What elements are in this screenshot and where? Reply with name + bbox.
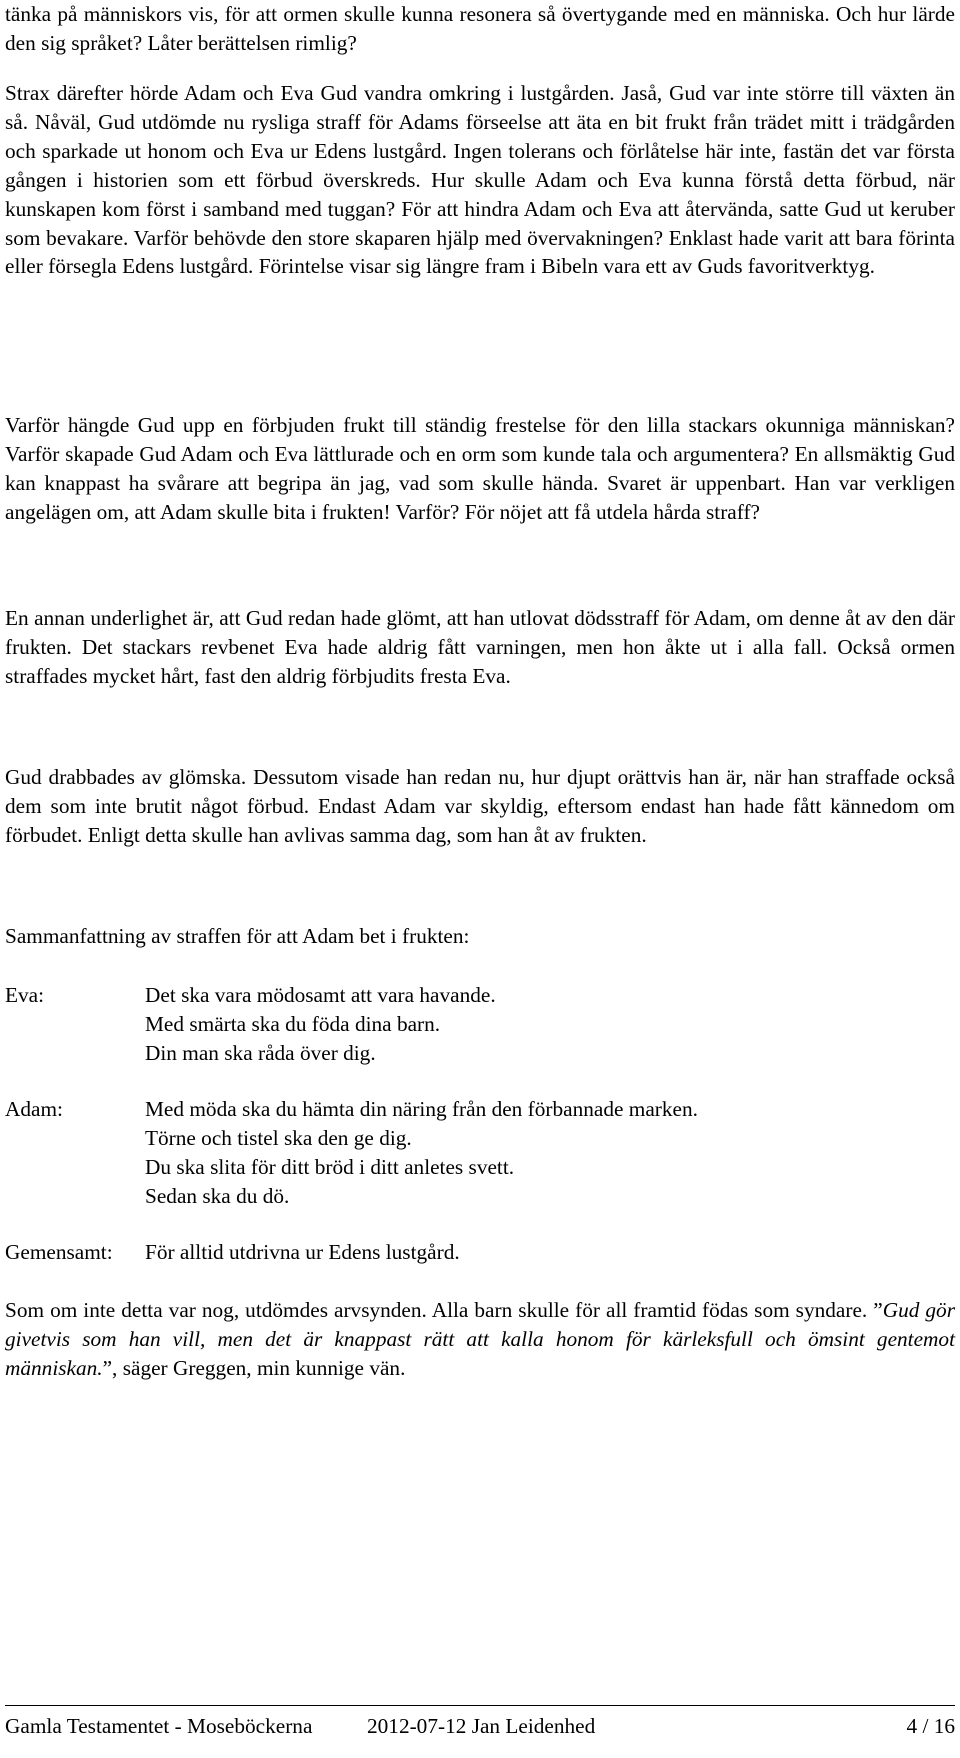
paragraph-2: Strax därefter hörde Adam och Eva Gud vandra omkring i lustgården. Jaså, Gud var inte större till växten än så. Nåväl, Gud utdömde nu rysliga straff för Adams förseelse att äta en bit frukt från trädet mitt i trädgården och sparkade ut honom och Eva ur Edens lustgård. Ingen tolerans och förlåtelse här inte, fastän det var första gången i historien som ett förbud överskreds. Hur skulle Adam och Eva kunna förstå detta förbud, när kunskapen kom först i samband med tuggan? För att hindra Adam och Eva att återvända, satte Gud ut keruber som bevakare. Varför behövde den store skaparen hjälp med övervakningen? Enklast hade varit att bara förinta eller försegla Edens lustgård. Förintelse visar sig längre fram i Bibeln vara ett av Guds favoritverktyg. [5, 81, 955, 279]
closing-quote: Gud gör givetvis som han vill, men det är knappast rätt att kalla honom för kärleksfull och ömsint gentemot människan. [5, 1298, 955, 1380]
summary-adam [5, 1095, 955, 1211]
summary-heading: Sammanfattning av straffen för att Adam bet i frukten: [5, 924, 470, 948]
summary-label-adam: Adam: [5, 1097, 63, 1121]
summary-gemensamt [5, 1238, 955, 1267]
paragraph-1: tänka på människors vis, för att ormen skulle kunna resonera så övertygande med en människa. Och hur lärde den sig språket? Låter berättelsen rimlig? [5, 2, 955, 55]
summary-line: Din man ska råda över dig. [145, 1040, 376, 1065]
footer-page-number: 4 / 16 [906, 1714, 955, 1738]
closing-text-after: ”, säger Greggen, min kunnige vän. [102, 1355, 406, 1380]
summary-line: Du ska slita för ditt bröd i ditt anletes svett. [145, 1154, 515, 1179]
paragraph-4: En annan underlighet är, att Gud redan hade glömt, att han utlovat dödsstraff för Adam, om denne åt av den där frukten. Det stackars revbenet Eva hade aldrig fått varningen, men hon åkte ut i alla fall. Också ormen straffades mycket hårt, fast den aldrig förbjudits fresta Eva. [5, 606, 955, 688]
summary-label-eva: Eva: [5, 983, 45, 1007]
summary-line: Med möda ska du hämta din näring från den förbannade marken. [145, 1097, 698, 1121]
footer-date-author: 2012-07-12 Jan Leidenhed [367, 1714, 596, 1738]
summary-label-gemensamt: Gemensamt: [5, 1240, 113, 1264]
summary-line: För alltid utdrivna ur Edens lustgård. [145, 1240, 460, 1264]
closing-text-before: Som om inte detta var nog, utdömdes arvsynden. Alla barn skulle för all framtid födas som syndare. ” [5, 1298, 883, 1322]
summary-eva [5, 981, 955, 1068]
closing-paragraph [5, 1296, 955, 1383]
paragraph-5: Gud drabbades av glömska. Dessutom visade han redan nu, hur djupt orättvis han är, när han straffade också dem som inte brutit något förbud. Endast Adam var skyldig, eftersom endast han hade fått kännedom om förbudet. Enligt detta skulle han avlivas samma dag, som han åt av frukten. [5, 765, 955, 847]
page-footer [5, 1712, 955, 1740]
footer-title: Gamla Testamentet - Moseböckerna [5, 1714, 313, 1738]
summary-line: Törne och tistel ska den ge dig. [145, 1125, 412, 1150]
summary-line: Det ska vara mödosamt att vara havande. [145, 983, 496, 1007]
footer-rule [5, 1705, 955, 1706]
paragraph-3: Varför hängde Gud upp en förbjuden frukt till ständig frestelse för den lilla stackars okunniga människan? Varför skapade Gud Adam och Eva lättlurade och en orm som kunde tala och argumentera? En allsmäktig Gud kan knappast ha svårare att begripa än jag, vad som skulle hända. Svaret är uppenbart. Han var verkligen angelägen om, att Adam skulle bita i frukten! Varför? För nöjet att få utdela hårda straff? [5, 413, 955, 524]
summary-line: Med smärta ska du föda dina barn. [145, 1011, 441, 1036]
summary-line: Sedan ska du dö. [145, 1183, 290, 1208]
